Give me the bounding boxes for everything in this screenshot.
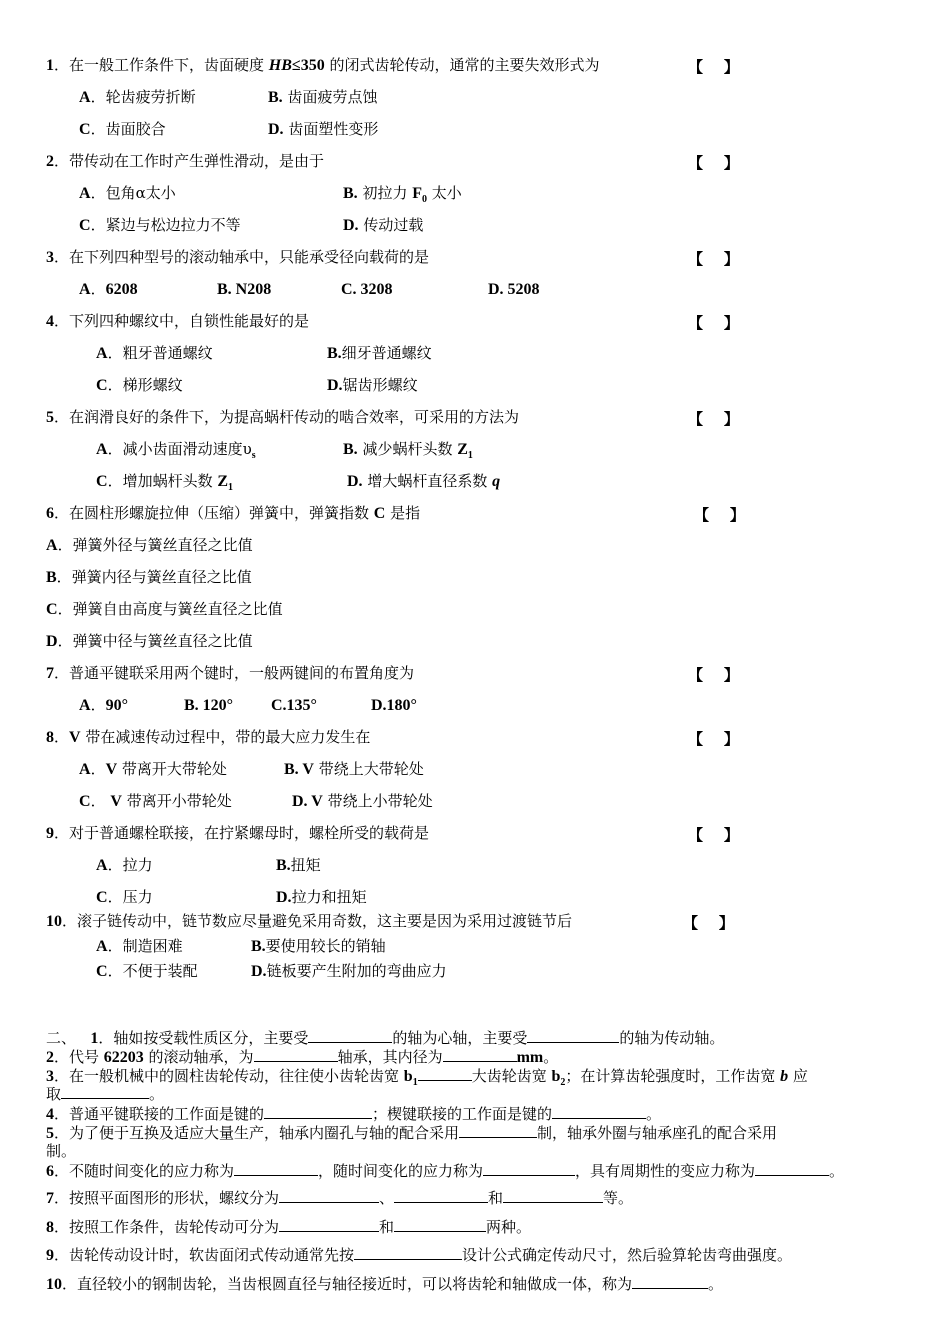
answer-bracket[interactable]: 【 】 <box>688 154 739 172</box>
option-b: B．弹簧内径与簧丝直径之比值 <box>46 568 252 586</box>
question-4-stem: 4．下列四种螺纹中，自锁性能最好的是 <box>46 312 310 330</box>
blank[interactable] <box>354 1245 462 1260</box>
question-8-stem: 8．V 带在减速传动过程中，带的最大应力发生在 <box>46 728 371 746</box>
fill-4: 4．普通平键联接的工作面是键的 ；楔键联接的工作面是键的 。 <box>46 1105 662 1123</box>
answer-bracket[interactable]: 【 】 <box>688 826 739 844</box>
answer-bracket[interactable]: 【 】 <box>683 914 734 932</box>
option-d: D.链板要产生附加的弯曲应力 <box>251 962 447 980</box>
option-a: A．包角α太小 <box>79 184 176 202</box>
option-c: C．紧边与松边拉力不等 <box>79 216 241 234</box>
blank[interactable] <box>527 1028 619 1043</box>
option-b: B. 减少蜗杆头数 $Z_1$ <box>343 440 473 461</box>
blank[interactable] <box>234 1161 318 1176</box>
option-d: D.180° <box>371 697 417 714</box>
blank[interactable] <box>61 1084 149 1099</box>
option-c: C．不便于装配 <box>96 962 198 980</box>
option-a: A．粗牙普通螺纹 <box>96 344 213 362</box>
option-d: D.拉力和扭矩 <box>276 888 367 906</box>
option-c: C.135° <box>271 697 317 714</box>
answer-bracket[interactable]: 【 】 <box>688 250 739 268</box>
option-d: D.锯齿形螺纹 <box>327 376 418 394</box>
blank[interactable] <box>264 1104 372 1119</box>
option-b: B. 初拉力 $F_0$ 太小 <box>343 184 462 205</box>
fill-3-cont: 取 。 <box>46 1085 165 1103</box>
option-a: A．V 带离开大带轮处 <box>79 760 227 778</box>
option-c: C．压力 <box>96 888 153 906</box>
option-a: A．90° <box>79 696 128 714</box>
fill-6: 6．不随时间变化的应力称为 ，随时间变化的应力称为 ，具有周期性的变应力称为 。 <box>46 1162 845 1180</box>
question-9-stem: 9．对于普通螺栓联接，在拧紧螺母时，螺栓所受的载荷是 <box>46 824 430 842</box>
answer-bracket[interactable]: 【 】 <box>688 58 739 76</box>
option-c: C．梯形螺纹 <box>96 376 183 394</box>
option-a: A．轮齿疲劳折断 <box>79 88 196 106</box>
option-b: B.细牙普通螺纹 <box>327 344 432 362</box>
option-d: D. V 带绕上小带轮处 <box>292 792 433 810</box>
blank[interactable] <box>632 1274 708 1289</box>
blank[interactable] <box>443 1047 517 1062</box>
option-b: B. V 带绕上大带轮处 <box>284 760 424 778</box>
blank[interactable] <box>394 1217 486 1232</box>
option-b: B.要使用较长的销轴 <box>251 937 386 955</box>
option-b: B. 齿面疲劳点蚀 <box>268 88 378 106</box>
option-d: D. 传动过载 <box>343 216 424 234</box>
option-c: C．齿面胶合 <box>79 120 166 138</box>
option-a: A．拉力 <box>96 856 153 874</box>
fill-2: 2．代号 62203 的滚动轴承，为 轴承，其内径为 mm。 <box>46 1048 559 1066</box>
option-a: A．减小齿面滑动速度$\upsilon_s$ <box>96 440 256 461</box>
answer-bracket[interactable]: 【 】 <box>688 314 739 332</box>
answer-bracket[interactable]: 【 】 <box>688 666 739 684</box>
option-b: B. 120° <box>184 697 234 714</box>
blank[interactable] <box>483 1161 575 1176</box>
fill-5: 5．为了便于互换及适应大量生产，轴承内圈孔与轴的配合采用 制，轴承外圈与轴承座孔的配合采用 <box>46 1124 778 1142</box>
blank[interactable] <box>755 1161 829 1176</box>
blank[interactable] <box>254 1047 338 1062</box>
question-10-stem: 10．滚子链传动中，链节数应尽量避免采用奇数，这主要是因为采用过渡链节后 <box>46 912 573 930</box>
option-a: A．弹簧外径与簧丝直径之比值 <box>46 536 253 554</box>
option-a: A．6208 <box>79 280 138 298</box>
question-6-stem: 6．在圆柱形螺旋拉伸（压缩）弹簧中，弹簧指数 C 是指 <box>46 504 421 522</box>
option-d: D. 5208 <box>488 281 540 298</box>
fill-3: 3．在一般机械中的圆柱齿轮传动，往往使小齿轮齿宽 $b_1$ 大齿轮齿宽 $b_2$；在计算齿轮强度时，工作齿宽 b 应 <box>46 1067 808 1088</box>
fill-10: 10．直径较小的钢制齿轮，当齿根圆直径与轴径接近时，可以将齿轮和轴做成一体，称为 。 <box>46 1275 724 1293</box>
question-5-stem: 5．在润滑良好的条件下，为提高蜗杆传动的啮合效率，可采用的方法为 <box>46 408 520 426</box>
answer-bracket[interactable]: 【 】 <box>688 410 739 428</box>
answer-bracket[interactable]: 【 】 <box>688 730 739 748</box>
option-c: C． V 带离开小带轮处 <box>79 792 232 810</box>
question-2-stem: 2．带传动在工作时产生弹性滑动，是由于 <box>46 152 325 170</box>
option-a: A．制造困难 <box>96 937 183 955</box>
blank[interactable] <box>552 1104 646 1119</box>
option-b: B.扭矩 <box>276 856 321 874</box>
option-d: D. 齿面塑性变形 <box>268 120 379 138</box>
option-d: D．弹簧中径与簧丝直径之比值 <box>46 632 253 650</box>
blank[interactable] <box>279 1188 379 1203</box>
blank[interactable] <box>418 1066 472 1081</box>
fill-7: 7．按照平面图形的形状，螺纹分为 、 和 等。 <box>46 1189 634 1207</box>
question-3-stem: 3．在下列四种型号的滚动轴承中，只能承受径向载荷的是 <box>46 248 430 266</box>
fill-5-cont: 制。 <box>46 1142 77 1160</box>
answer-bracket[interactable]: 【 】 <box>694 506 745 524</box>
fill-9: 9．齿轮传动设计时，软齿面闭式传动通常先按 设计公式确定传动尺寸，然后验算轮齿弯曲强度。 <box>46 1246 793 1264</box>
option-c: C．增加蜗杆头数 $Z_1$ <box>96 472 234 493</box>
option-c: C. 3208 <box>341 281 393 298</box>
option-c: C．弹簧自由高度与簧丝直径之比值 <box>46 600 283 618</box>
blank[interactable] <box>308 1028 392 1043</box>
question-1-stem: 1．在一般工作条件下，齿面硬度 HB≤350 的闭式齿轮传动，通常的主要失效形式为 <box>46 56 600 74</box>
blank[interactable] <box>459 1123 537 1138</box>
question-7-stem: 7．普通平键联采用两个键时，一般两键间的布置角度为 <box>46 664 415 682</box>
blank[interactable] <box>503 1188 603 1203</box>
blank[interactable] <box>394 1188 488 1203</box>
fill-8: 8．按照工作条件，齿轮传动可分为 和 两种。 <box>46 1218 532 1236</box>
blank[interactable] <box>279 1217 379 1232</box>
fill-1: 二、 1．轴如按受载性质区分，主要受 的轴为心轴，主要受 的轴为传动轴。 <box>46 1029 725 1047</box>
option-b: B. N208 <box>217 281 272 298</box>
option-d: D. 增大蜗杆直径系数 q <box>347 472 501 490</box>
section-header: 二、 <box>46 1029 77 1047</box>
